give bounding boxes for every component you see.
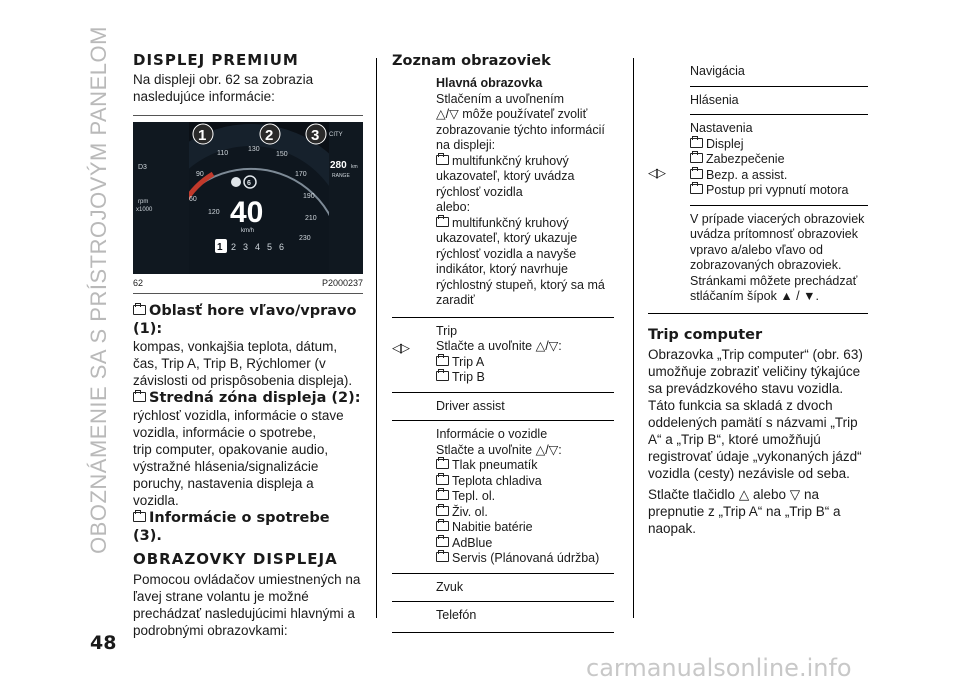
section-text: Pomocou ovládačov umiestnených na ľavej strane volantu je možné prechádzať nasledujúcimi hlavnými a podrobnými obrazovkami: <box>133 572 361 638</box>
svg-text:km/h: km/h <box>241 228 255 234</box>
bullet-icon <box>436 506 449 516</box>
svg-text:6: 6 <box>247 180 251 187</box>
column-2 <box>392 52 614 633</box>
svg-text:150: 150 <box>276 151 288 158</box>
column-separator <box>376 58 377 618</box>
phone-item: Telefón <box>436 608 477 622</box>
bullet-title: Oblasť hore vľavo/vpravo (1): <box>133 303 357 337</box>
svg-text:170: 170 <box>295 171 307 178</box>
cluster-svg <box>133 122 363 274</box>
trip-computer-text: Stlačte tlačidlo <box>648 486 736 502</box>
bullet-icon <box>690 138 703 148</box>
messages-item: Hlásenia <box>690 92 739 107</box>
section-heading: DISPLEJ PREMIUM <box>133 51 299 69</box>
bullet-icon <box>436 155 449 165</box>
trip-text: Stlačte a uvoľnite <box>436 339 533 353</box>
bullet-area-3 <box>133 509 363 545</box>
sound-item: Zvuk <box>436 579 464 594</box>
trip-computer-heading: Trip computer <box>648 326 763 343</box>
bullet-icon <box>133 305 146 315</box>
watermark: carmanualsonline.info <box>586 654 852 682</box>
vehicle-info-item: Tepl. ol. <box>452 489 496 503</box>
left-right-arrows-icon: ◁▷ <box>648 165 664 180</box>
vehicle-info-block: Informácie o vozidle Stlačte a uvoľnite △/▽: Tlak pneumatík Teplota chladiva Tepl. ol. Živ. ol. Nabitie batérie AdBlue Servis (Plánovaná údržba) <box>392 421 614 573</box>
svg-text:D3: D3 <box>138 164 147 171</box>
down-arrow-icon: ▽ <box>548 339 559 353</box>
rule <box>133 293 363 294</box>
svg-text:210: 210 <box>305 215 317 222</box>
bullet-icon <box>690 153 703 163</box>
svg-text:5: 5 <box>267 242 273 252</box>
svg-text:40: 40 <box>230 196 264 229</box>
bullet-icon <box>436 217 449 227</box>
svg-text:6: 6 <box>279 242 285 252</box>
trip-computer-text: na prepnutie z „Trip A“ na „Trip B“ a naopak. <box>648 486 841 536</box>
settings-item: Zabezpečenie <box>706 152 785 166</box>
column-3 <box>648 52 868 537</box>
svg-text:2: 2 <box>231 242 237 252</box>
up-arrow-icon: △ <box>535 339 546 353</box>
trip-item: Trip A <box>452 354 485 369</box>
bullet-area-2 <box>133 389 363 509</box>
list-title: Zoznam obrazoviek <box>392 53 551 69</box>
bullet-icon <box>690 169 703 179</box>
main-screen-text: Stlačením a uvoľnením <box>436 91 565 106</box>
vehicle-info-item: AdBlue <box>452 535 493 550</box>
settings-item: Displej <box>706 136 744 151</box>
bullet-icon <box>436 490 449 500</box>
settings-block <box>648 115 868 205</box>
note-text: V prípade viacerých obrazoviek uvádza prítomnosť obrazoviek vpravo a/alebo vľavo od zobrazovaných obrazoviek. Stránkami môžete prechádzať stláčaním šípok <box>690 211 865 303</box>
svg-text:230: 230 <box>299 235 311 242</box>
down-arrow-icon: ▽ <box>789 486 801 502</box>
svg-text:90: 90 <box>196 171 204 178</box>
svg-text:RANGE: RANGE <box>332 173 350 179</box>
section-heading: OBRAZOVKY DISPLEJA <box>133 550 338 568</box>
callout-2 <box>260 124 280 144</box>
figure-number: 62 <box>133 278 144 288</box>
trip-block: ◁▷ Trip Stlačte a uvoľnite △/▽: Trip A Trip B <box>392 318 614 392</box>
svg-text:CITY: CITY <box>329 132 343 138</box>
main-screen-text: môže používateľ zvoliť zobrazovanie týchto informácií na displeji: <box>436 107 605 152</box>
main-screen-block: Hlavná obrazovka Stlačením a uvoľnením △/▽ môže používateľ zvoliť zobrazovanie týchto informácií na displeji: multifunkčný kruhový ukazovateľ, ktorý uvádza rýchlosť vozidla alebo: multifunkčný kruhový ukazovateľ, ktorý ukazuje rýchlosť vozidla a navyše indikátor, ktorý navrhuje rýchlostný stupeň, ktorý sa má zaradiť <box>392 76 614 309</box>
svg-text:130: 130 <box>248 146 260 153</box>
svg-text:km: km <box>351 164 358 170</box>
navigation-item: Navigácia <box>690 64 745 78</box>
trip-computer-text: Obrazovka „Trip computer“ (obr. 63) umožňuje zobraziť veličiny týkajúce sa prevádzkového stavu vozidla. Táto funkcia sa skladá z dvoch oddelených pamätí s názvami „Trip A“ a „Trip B“, ktoré umožňujú registrovať údaje „vykonaných jázd“ vozidla (cesty) nezávisle od seba. <box>648 346 863 481</box>
bullet-title: Stredná zóna displeja (2): <box>149 390 361 406</box>
svg-text:rpm: rpm <box>138 199 149 205</box>
instrument-cluster-figure <box>133 122 363 274</box>
vehicle-info-item: Živ. ol. <box>452 504 488 519</box>
bullet-icon <box>436 537 449 547</box>
rule <box>392 632 614 633</box>
down-arrow-icon: ▽ <box>449 107 459 121</box>
svg-text:1: 1 <box>198 127 207 144</box>
bullet-icon <box>436 371 449 381</box>
svg-text:190: 190 <box>303 193 315 200</box>
vehicle-info-title: Informácie o vozidle <box>436 427 548 441</box>
vehicle-info-item: Nabitie batérie <box>452 520 533 534</box>
bullet-icon <box>436 459 449 469</box>
callout-1 <box>193 124 213 144</box>
option-alt: alebo: <box>436 200 471 214</box>
svg-text:60: 60 <box>189 196 197 203</box>
trip-title: Trip <box>436 323 458 338</box>
bullet-text: kompas, vonkajšia teplota, dátum, čas, Trip A, Trip B, Rýchlomer (v závislosti od prispôsobenia displeja). <box>133 339 353 388</box>
rule <box>133 115 363 116</box>
svg-text:120: 120 <box>208 209 220 216</box>
driver-assist-item: Driver assist <box>436 398 505 413</box>
intro-text: Na displeji obr. 62 sa zobrazia nasledujúce informácie: <box>133 72 314 104</box>
vehicle-info-item: Servis (Plánovaná údržba) <box>452 551 600 565</box>
down-solid-arrow-icon: ▼ <box>803 289 816 303</box>
trip-item: Trip B <box>452 370 485 384</box>
side-chapter-title: OBOZNÁMENIE SA S PRÍSTROJOVÝM PANELOM <box>86 26 111 554</box>
vehicle-info-item: Tlak pneumatík <box>452 458 538 472</box>
note-block: V prípade viacerých obrazoviek uvádza prítomnosť obrazoviek vpravo a/alebo vľavo od zobrazovaných obrazoviek. Stránkami môžete prechádzať stláčaním šípok ▲ / ▼. <box>690 211 865 303</box>
bullet-icon <box>436 552 449 562</box>
svg-text:2: 2 <box>265 127 274 144</box>
bullet-text: rýchlosť vozidla, informácie o stave vozidla, informácie o spotrebe, <box>133 408 344 440</box>
up-arrow-icon: △ <box>738 486 750 502</box>
svg-text:280: 280 <box>330 160 347 171</box>
bullet-area-1 <box>133 302 363 389</box>
vehicle-info-text: Stlačte a uvoľnite <box>436 442 533 457</box>
up-arrow-icon: △ <box>436 107 446 121</box>
svg-text:3: 3 <box>311 127 320 144</box>
svg-text:110: 110 <box>217 150 229 157</box>
option-text: multifunkčný kruhový ukazovateľ, ktorý ukazuje rýchlosť vozidla a navyše indikátor, ktorý navrhuje rýchlostný stupeň, ktorý sa má zaradiť <box>436 215 605 307</box>
bullet-icon <box>436 521 449 531</box>
rule <box>648 313 868 314</box>
settings-item: Postup pri vypnutí motora <box>706 183 849 197</box>
down-arrow-icon: ▽ <box>548 442 559 457</box>
main-screen-title: Hlavná obrazovka <box>436 76 543 90</box>
bullet-text: trip computer, opakovanie audio, výstražné hlásenia/signalizácie poruchy, nastavenia displeja a vozidla. <box>133 442 329 508</box>
callout-3 <box>306 124 326 144</box>
figure-code: P2000237 <box>321 278 363 288</box>
svg-text:4: 4 <box>255 242 261 252</box>
column-1 <box>133 52 363 639</box>
bullet-icon <box>436 475 449 485</box>
bullet-icon <box>133 512 146 522</box>
left-right-arrows-icon: ◁▷ <box>392 339 408 355</box>
up-solid-arrow-icon: ▲ <box>780 289 793 303</box>
bullet-title: Informácie o spotrebe (3). <box>133 510 330 544</box>
column-separator <box>633 58 634 618</box>
trip-computer-text: alebo <box>752 486 787 502</box>
bullet-icon <box>133 392 146 402</box>
svg-text:x1000: x1000 <box>136 207 153 213</box>
svg-text:3: 3 <box>243 242 249 252</box>
settings-title: Nastavenia <box>690 121 753 135</box>
up-arrow-icon: △ <box>535 442 546 457</box>
bullet-icon <box>690 184 703 194</box>
option-text: multifunkčný kruhový ukazovateľ, ktorý uvádza rýchlosť vozidla <box>436 153 575 199</box>
bullet-icon <box>436 356 449 366</box>
settings-item: Bezp. a assist. <box>706 167 788 182</box>
vehicle-info-item: Teplota chladiva <box>452 473 542 488</box>
svg-text:1: 1 <box>217 242 223 253</box>
page-number: 48 <box>90 632 117 654</box>
